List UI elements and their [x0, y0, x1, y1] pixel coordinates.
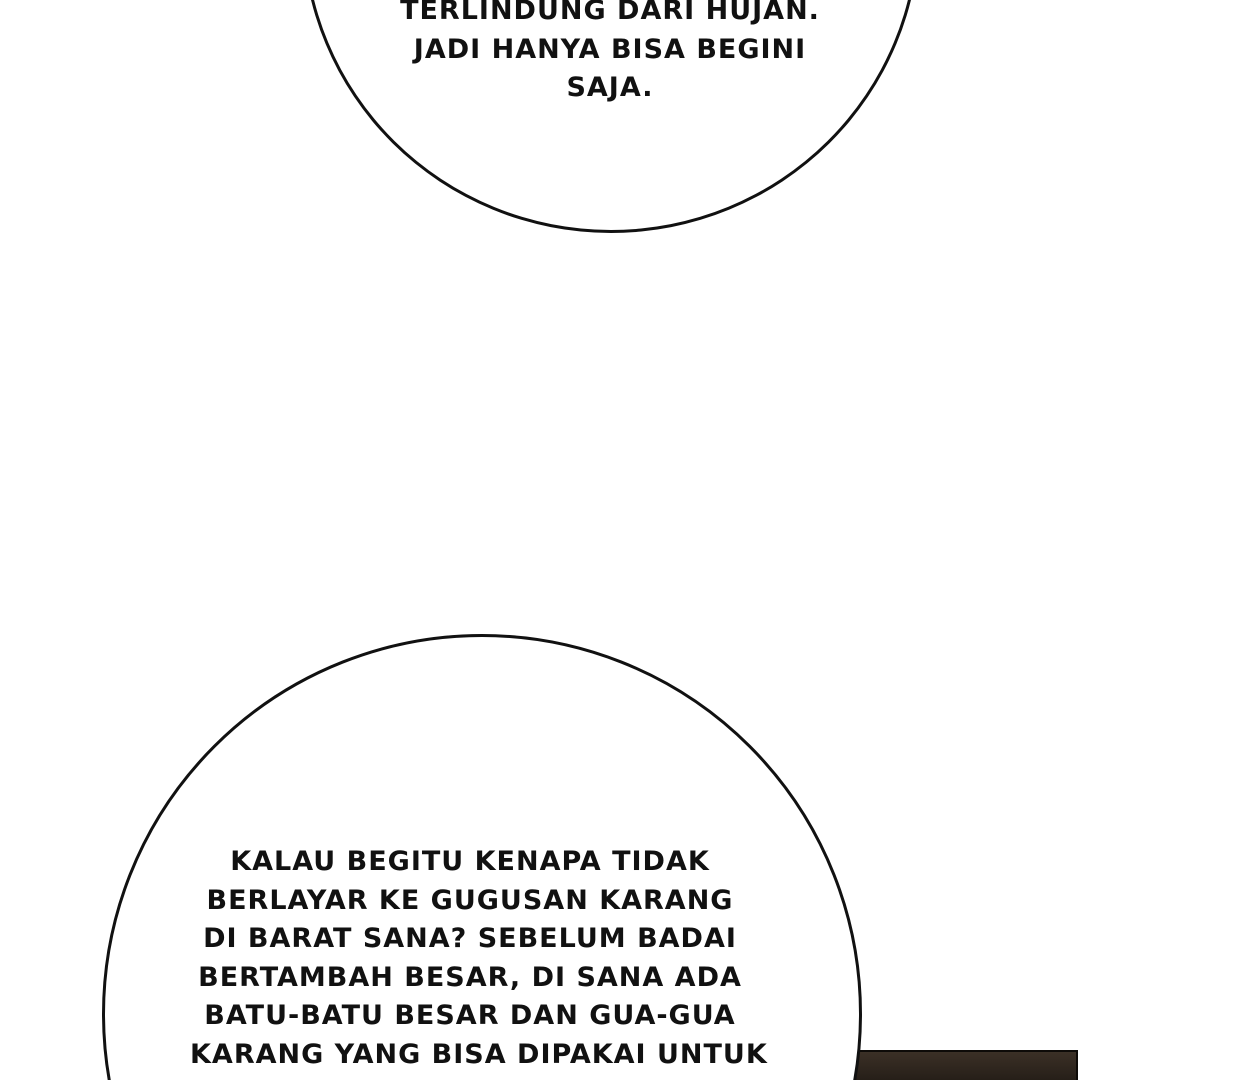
speech-line: BERLAYAR KE GUGUSAN KARANG	[206, 884, 734, 916]
speech-line: SAJA.	[566, 72, 654, 103]
speech-line: DI BARAT SANA? SEBELUM BADAI	[203, 923, 737, 954]
speech-text-top	[380, 0, 840, 108]
speech-line: KARANG YANG BISA DIPAKAI UNTUK	[190, 1038, 768, 1070]
speech-line: KALAU BEGITU KENAPA TIDAK	[230, 846, 710, 877]
speech-line: TERLINDUNG DARI HUJAN.	[400, 0, 820, 26]
speech-line: BERTAMBAH BESAR, DI SANA ADA	[198, 961, 742, 993]
next-panel-image	[856, 1050, 1078, 1080]
speech-line: BATU-BATU BESAR DAN GUA-GUA	[204, 1000, 736, 1031]
speech-text-bottom	[190, 843, 768, 1074]
speech-line: JADI HANYA BISA BEGINI	[413, 33, 807, 65]
